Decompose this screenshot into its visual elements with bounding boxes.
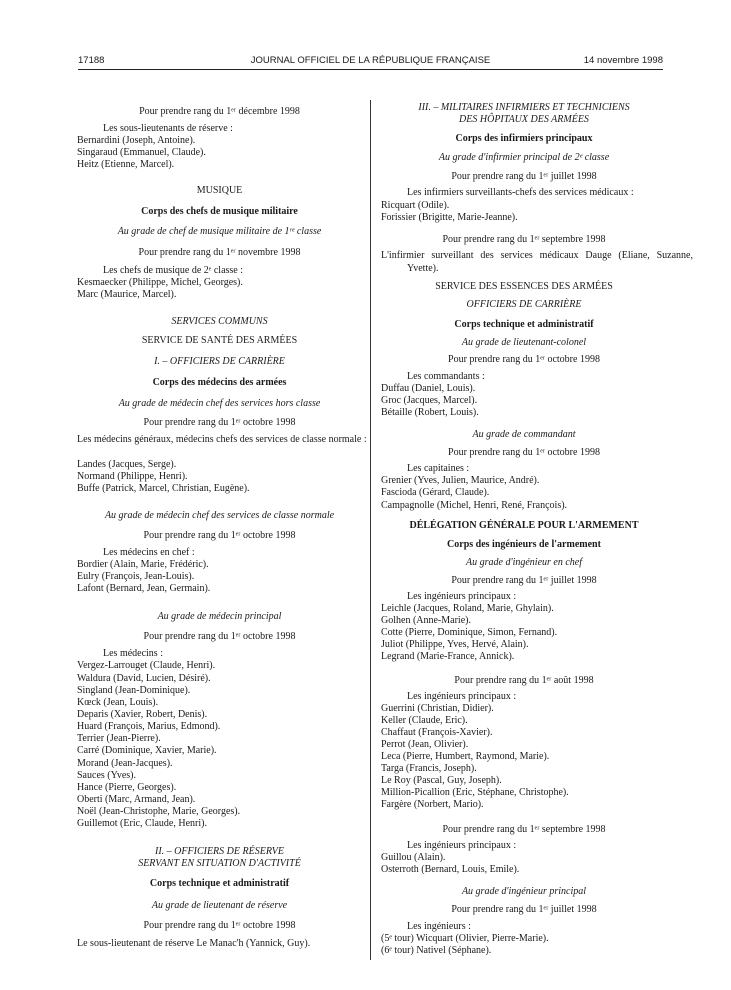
- list-item: Huard (François, Marius, Edmond).: [77, 721, 221, 732]
- list-item: Buffe (Patrick, Marcel, Christian, Eugène).: [77, 483, 250, 494]
- category-heading: OFFICIERS DE CARRIÈRE: [466, 299, 582, 310]
- list-item: Singland (Jean-Dominique).: [77, 685, 191, 696]
- list-intro: Les médecins généraux, médecins chefs des services de classe normale :: [77, 434, 367, 445]
- grade-heading: Au grade de commandant: [472, 429, 576, 440]
- list-item: Leca (Pierre, Humbert, Raymond, Marie).: [381, 751, 550, 762]
- category-heading-line2: DES HÔPITAUX DES ARMÉES: [459, 114, 589, 125]
- list-item: Le Roy (Pascal, Guy, Joseph).: [381, 775, 502, 786]
- list-item: Singaraud (Emmanuel, Claude).: [77, 147, 206, 158]
- grade-heading: Au grade de médecin principal: [157, 611, 282, 622]
- corps-heading: Corps des médecins des armées: [152, 377, 287, 388]
- list-item: Osterroth (Bernard, Louis, Emile).: [381, 864, 520, 875]
- list-item: Eulry (François, Jean-Louis).: [77, 571, 195, 582]
- page-header: [78, 55, 663, 69]
- list-intro: Les infirmiers surveillants-chefs des services médicaux :: [407, 187, 634, 198]
- list-intro: Les médecins :: [103, 648, 163, 659]
- list-item: L'infirmier surveillant des services médicaux Dauge (Eliane, Suzanne, Yvette).: [381, 250, 693, 274]
- grade-heading: Au grade de chef de musique militaire de 1ʳᵉ classe: [117, 226, 322, 237]
- list-item: Chaffaut (François-Xavier).: [381, 727, 493, 738]
- rank-date: Pour prendre rang du 1ᵉʳ septembre 1998: [442, 824, 606, 835]
- list-item: Kœck (Jean, Louis).: [77, 697, 159, 708]
- list-intro: Les capitaines :: [407, 463, 470, 474]
- category-heading: III. – MILITAIRES INFIRMIERS ET TECHNICIENS: [418, 102, 630, 113]
- rank-date: Pour prendre rang du 1ᵉʳ octobre 1998: [143, 920, 296, 931]
- list-item: Terrier (Jean-Pierre).: [77, 733, 161, 744]
- grade-heading: Au grade d'ingénieur en chef: [466, 557, 582, 568]
- list-item: Carré (Dominique, Xavier, Marie).: [77, 745, 217, 756]
- list-item: Fargère (Norbert, Mario).: [381, 799, 484, 810]
- list-item: Normand (Philippe, Henri).: [77, 471, 188, 482]
- list-intro: Les ingénieurs principaux :: [407, 840, 517, 851]
- service-heading: SERVICE DES ESSENCES DES ARMÉES: [435, 281, 613, 292]
- list-item: Heitz (Etienne, Marcel).: [77, 159, 175, 170]
- rank-date: Pour prendre rang du 1ᵉʳ octobre 1998: [448, 354, 600, 365]
- grade-heading: Au grade de lieutenant-colonel: [461, 337, 587, 348]
- list-item: Campagnolle (Michel, Henri, René, François).: [381, 500, 568, 511]
- list-item: Grenier (Yves, Julien, Maurice, André).: [381, 475, 540, 486]
- grade-heading: Au grade d'infirmier principal de 2ᵉ classe: [438, 152, 610, 163]
- corps-heading: Corps des infirmiers principaux: [455, 133, 593, 144]
- rank-date: Pour prendre rang du 1ᵉʳ octobre 1998: [448, 447, 600, 458]
- rank-date: Pour prendre rang du 1ᵉʳ octobre 1998: [143, 417, 296, 428]
- list-item: Duffau (Daniel, Louis).: [381, 383, 476, 394]
- list-item: Marc (Maurice, Marcel).: [77, 289, 177, 300]
- rank-date: Pour prendre rang du 1ᵉʳ octobre 1998: [143, 631, 296, 642]
- list-intro: Les sous-lieutenants de réserve :: [103, 123, 233, 134]
- journal-title: JOURNAL OFFICIEL DE LA RÉPUBLIQUE FRANÇAISE: [250, 55, 491, 66]
- list-item: Kesmaecker (Philippe, Michel, Georges).: [77, 277, 243, 288]
- category-heading: I. – OFFICIERS DE CARRIÈRE: [154, 356, 285, 367]
- rank-date: Pour prendre rang du 1ᵉʳ juillet 1998: [451, 575, 597, 586]
- list-item: Juliot (Philippe, Yves, Hervé, Alain).: [381, 639, 529, 650]
- list-item: Fascioda (Gérard, Claude).: [381, 487, 490, 498]
- grade-heading: Au grade d'ingénieur principal: [461, 886, 587, 897]
- list-item: Million-Picallion (Eric, Stéphane, Christophe).: [381, 787, 569, 798]
- corps-heading: Corps technique et administratif: [149, 878, 290, 889]
- list-intro: Les chefs de musique de 2ᵉ classe :: [103, 265, 244, 276]
- list-item: Morand (Jean-Jacques).: [77, 758, 173, 769]
- list-item: Bernardini (Joseph, Antoine).: [77, 135, 196, 146]
- rank-date: Pour prendre rang du 1ᵉʳ novembre 1998: [138, 247, 301, 258]
- list-item: Sauces (Yves).: [77, 770, 136, 781]
- list-item: Ricquart (Odile).: [381, 200, 450, 211]
- list-intro: Les ingénieurs principaux :: [407, 591, 517, 602]
- list-item: Le sous-lieutenant de réserve Le Manac'h (Yannick, Guy).: [77, 938, 311, 949]
- grade-heading: Au grade de médecin chef des services hors classe: [118, 398, 321, 409]
- list-item: Keller (Claude, Eric).: [381, 715, 468, 726]
- list-item: Oberti (Marc, Armand, Jean).: [77, 794, 196, 805]
- list-item: Bétaille (Robert, Louis).: [381, 407, 479, 418]
- list-item: Hance (Pierre, Georges).: [77, 782, 177, 793]
- list-item: Vergez-Larrouget (Claude, Henri).: [77, 660, 216, 671]
- list-item: Lafont (Bernard, Jean, Germain).: [77, 583, 211, 594]
- section-heading: SERVICES COMMUNS: [171, 316, 268, 327]
- list-item: Forissier (Brigitte, Marie-Jeanne).: [381, 212, 518, 223]
- list-item: Cotte (Pierre, Dominique, Simon, Fernand).: [381, 627, 558, 638]
- list-item: Waldura (David, Lucien, Désiré).: [77, 673, 211, 684]
- category-heading-line2: SERVANT EN SITUATION D'ACTIVITÉ: [138, 858, 301, 869]
- list-item: (5ᵉ tour) Wicquart (Olivier, Pierre-Marie).: [381, 933, 549, 944]
- corps-heading: Corps des ingénieurs de l'armement: [447, 539, 601, 550]
- list-intro: Les ingénieurs :: [407, 921, 471, 932]
- list-item: Legrand (Marie-France, Annick).: [381, 651, 515, 662]
- grade-heading: Au grade de lieutenant de réserve: [151, 900, 288, 911]
- list-item: Noël (Jean-Christophe, Marie, Georges).: [77, 806, 241, 817]
- list-item: Deparis (Xavier, Robert, Denis).: [77, 709, 208, 720]
- grade-heading: Au grade de médecin chef des services de classe normale: [104, 510, 335, 521]
- service-heading: DÉLÉGATION GÉNÉRALE POUR L'ARMEMENT: [409, 520, 639, 531]
- list-item: Bordier (Alain, Marie, Frédéric).: [77, 559, 209, 570]
- section-heading: MUSIQUE: [196, 185, 243, 196]
- corps-heading: Corps technique et administratif: [454, 319, 594, 330]
- list-item: Groc (Jacques, Marcel).: [381, 395, 478, 406]
- list-item: Guerrini (Christian, Didier).: [381, 703, 494, 714]
- rank-date: Pour prendre rang du 1ᵉʳ décembre 1998: [139, 106, 300, 117]
- rank-date: Pour prendre rang du 1ᵉʳ juillet 1998: [451, 904, 597, 915]
- category-heading: II. – OFFICIERS DE RÉSERVE: [155, 846, 284, 857]
- list-item: Landes (Jacques, Serge).: [77, 459, 177, 470]
- list-intro: Les ingénieurs principaux :: [407, 691, 517, 702]
- page-number: 17188: [78, 55, 105, 66]
- rank-date: Pour prendre rang du 1ᵉʳ juillet 1998: [451, 171, 597, 182]
- list-intro: Les médecins en chef :: [103, 547, 195, 558]
- list-intro: Les commandants :: [407, 371, 485, 382]
- list-item: Targa (Francis, Joseph).: [381, 763, 477, 774]
- rank-date: Pour prendre rang du 1ᵉʳ septembre 1998: [442, 234, 606, 245]
- rank-date: Pour prendre rang du 1ᵉʳ août 1998: [454, 675, 594, 686]
- list-item: (6ᵉ tour) Nativel (Séphane).: [381, 945, 492, 956]
- list-item: Leichle (Jacques, Roland, Marie, Ghylain).: [381, 603, 554, 614]
- publication-date: 14 novembre 1998: [583, 55, 663, 66]
- list-item: Guillemot (Eric, Claude, Henri).: [77, 818, 207, 829]
- header-rule: [78, 69, 663, 70]
- column-divider: [370, 100, 371, 960]
- corps-heading: Corps des chefs de musique militaire: [141, 206, 298, 217]
- service-heading: SERVICE DE SANTÉ DES ARMÉES: [141, 335, 298, 346]
- list-item: Perrot (Jean, Olivier).: [381, 739, 469, 750]
- list-item: Golhen (Anne-Marie).: [381, 615, 471, 626]
- list-item: Guillou (Alain).: [381, 852, 446, 863]
- rank-date: Pour prendre rang du 1ᵉʳ octobre 1998: [143, 530, 296, 541]
